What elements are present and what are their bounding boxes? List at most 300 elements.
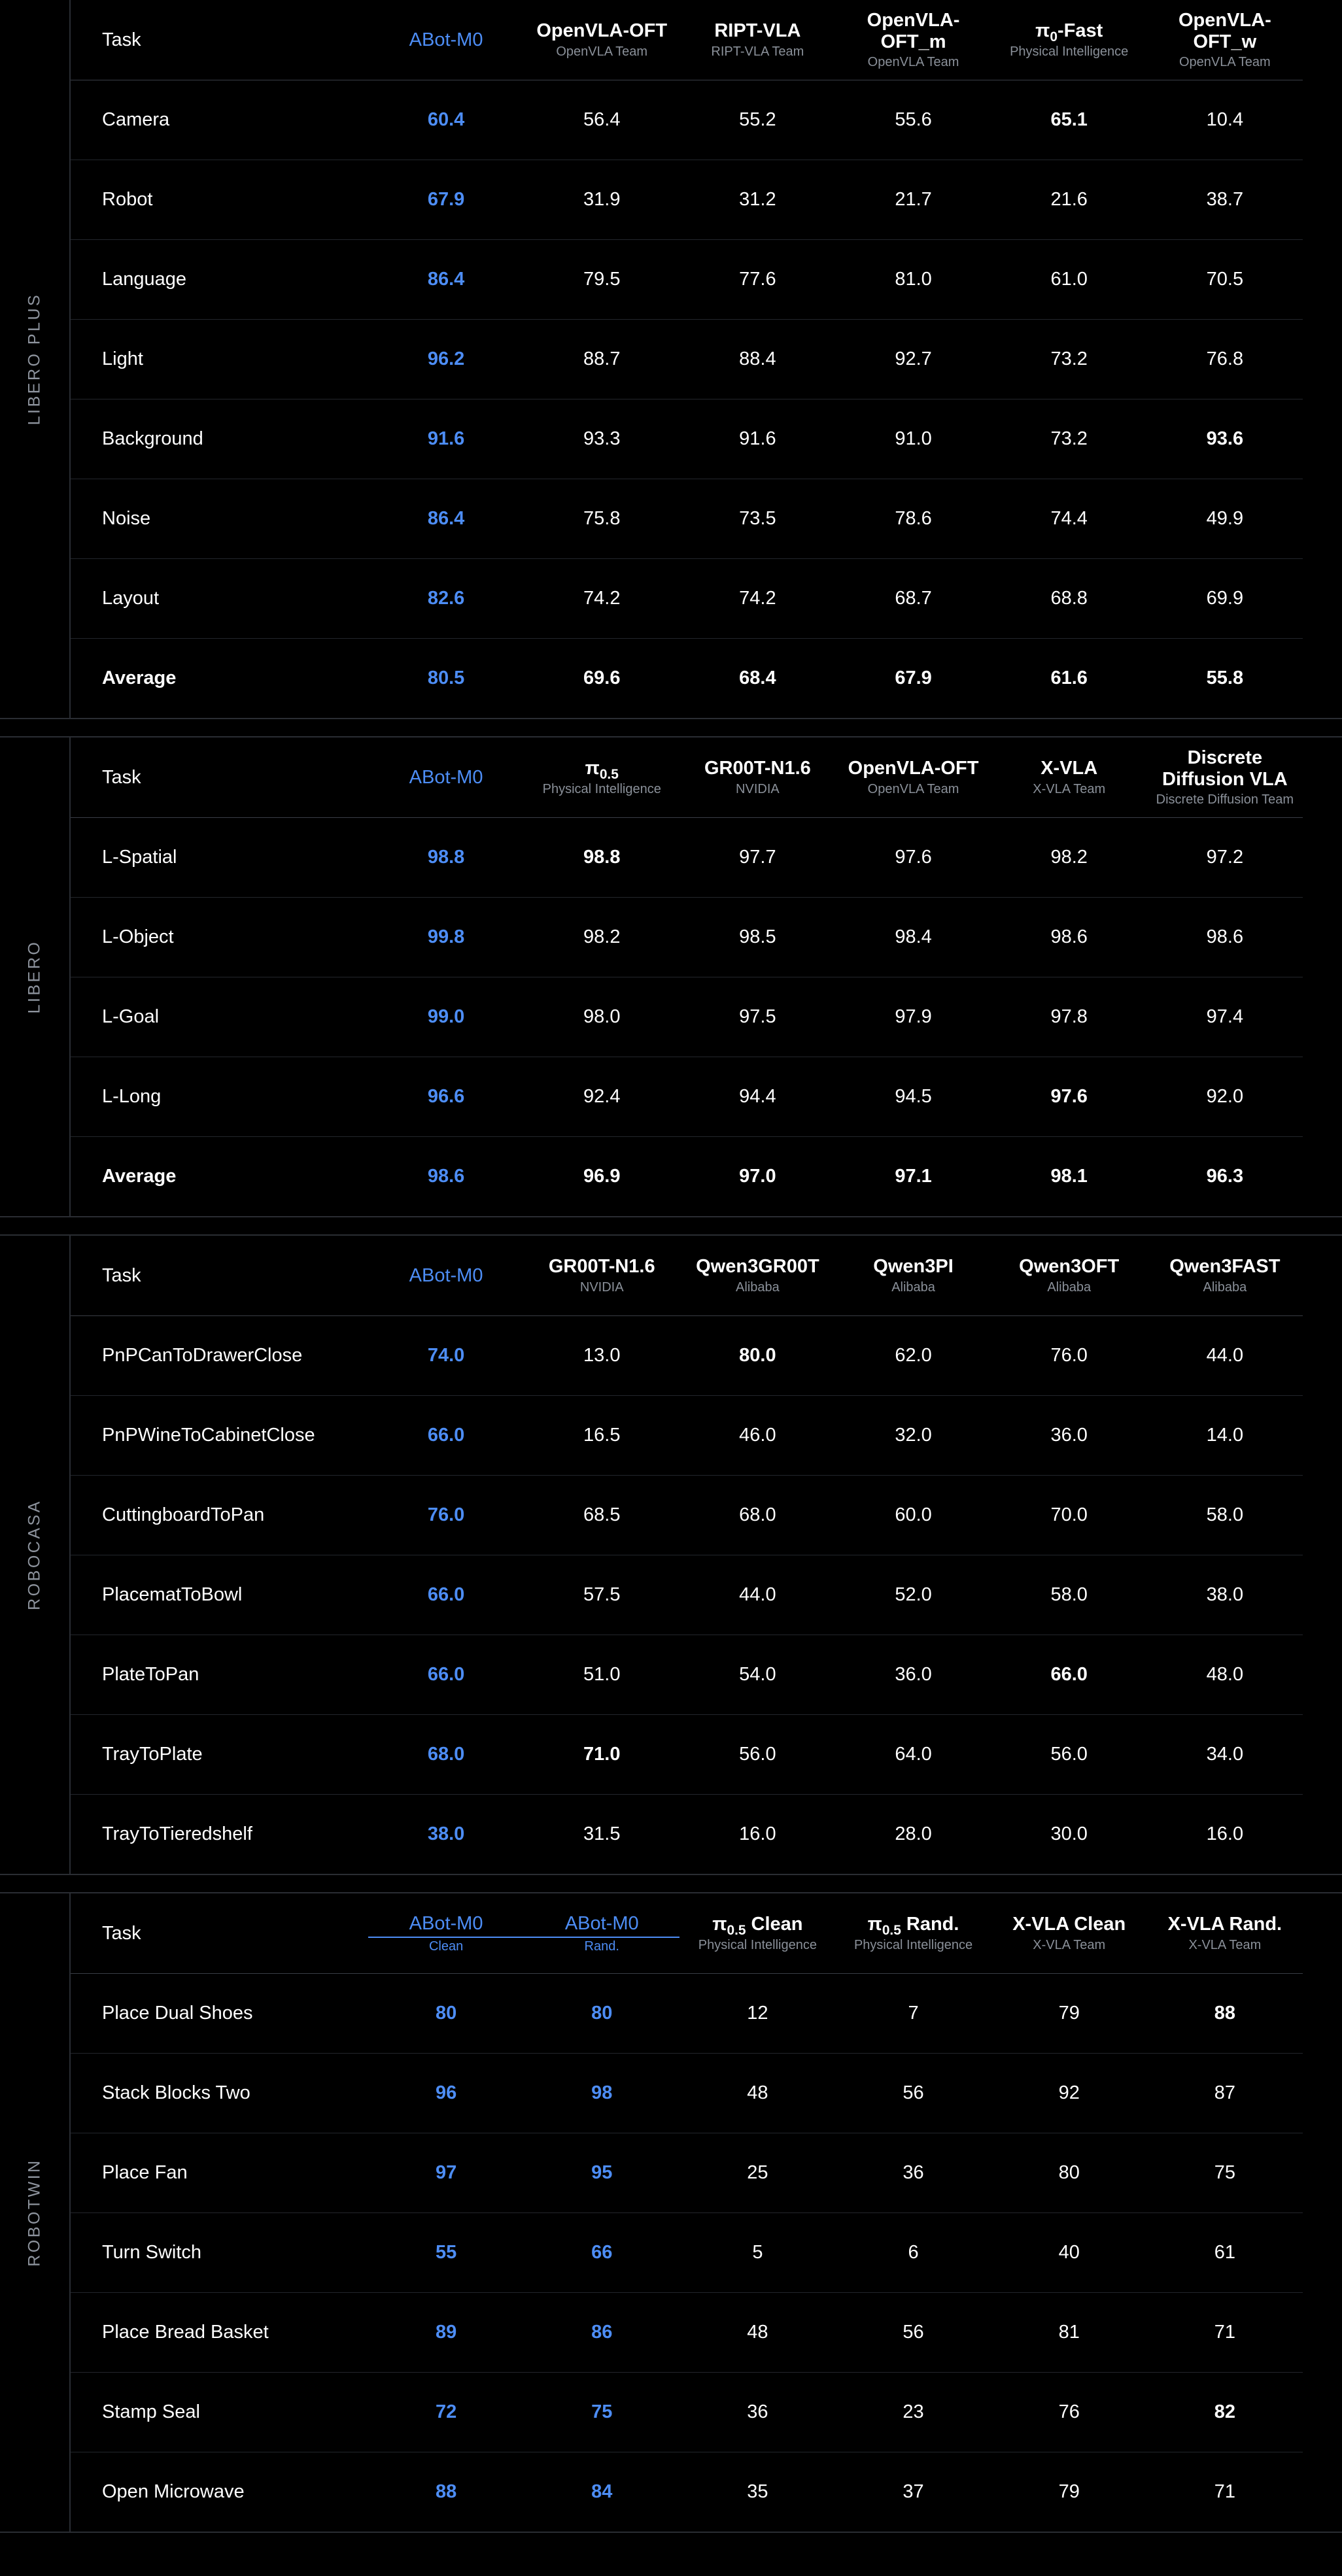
table-header-row [71,737,1303,818]
results-table [71,1236,1303,1874]
score-cell: 77.6 [739,269,776,290]
model-name: Qwen3FAST [1169,1256,1281,1278]
model-name: $\pi_{0.5}$ Clean [712,1914,803,1939]
task-name-cell: Language [102,269,187,290]
score-cell: 87 [1214,2082,1235,2103]
score-cell: 73.2 [1050,348,1088,369]
model-affiliation: Physical Intelligence [698,1937,817,1952]
model-affiliation: Clean [368,1937,524,1954]
column-header-model [991,1236,1147,1316]
score-cell: 97.6 [895,847,932,868]
task-name-cell: Camera [102,109,170,130]
column-header-model [368,1893,524,1974]
score-cell: 72 [435,2401,457,2422]
score-cell: 94.4 [739,1086,776,1107]
model-name: OpenVLA-OFT [848,758,979,779]
score-cell: 79.5 [583,269,621,290]
task-name-cell: Average [102,1166,177,1187]
model-name: RIPT-VLA [714,20,801,42]
score-cell: 65.1 [1050,109,1088,130]
column-header-model [1147,1236,1303,1316]
score-cell: 73.5 [739,508,776,529]
model-affiliation: Alibaba [736,1280,780,1295]
task-name-cell: Turn Switch [102,2242,202,2263]
score-cell: 55.8 [1206,668,1244,688]
task-name-cell: L-Spatial [102,847,177,868]
score-cell: 86.4 [427,508,465,529]
task-name-cell: TrayToTieredshelf [102,1823,252,1844]
table-row [71,2452,1303,2532]
model-name: ABot-M0 [409,1912,483,1934]
score-cell: 79 [1058,2003,1080,2024]
score-cell: 79 [1058,2481,1080,2502]
model-name: OpenVLA-OFT_w [1178,10,1271,52]
score-cell: 98.2 [583,926,621,947]
model-affiliation: NVIDIA [736,781,780,796]
table-row [71,1715,1303,1795]
column-header-model [368,1236,524,1316]
task-name-cell: Average [102,668,177,688]
task-name-cell: Place Fan [102,2162,188,2183]
score-cell: 66 [591,2242,613,2263]
score-cell: 98.6 [1050,926,1088,947]
score-cell: 81.0 [895,269,932,290]
model-name: OpenVLA-OFT_m [867,10,960,52]
column-header-model [835,0,991,80]
score-cell: 56.4 [583,109,621,130]
score-cell: 70.0 [1050,1504,1088,1525]
score-cell: 80 [435,2003,457,2024]
model-name: $\pi_0$-Fast [1035,20,1103,45]
table-row [71,479,1303,559]
task-name-cell: Noise [102,508,151,529]
score-cell: 68.5 [583,1504,621,1525]
score-cell: 61 [1214,2242,1235,2263]
score-cell: 48 [747,2322,768,2343]
task-name-cell: Open Microwave [102,2481,245,2502]
score-cell: 92.7 [895,348,932,369]
table-row [71,639,1303,719]
table-header-row [71,0,1303,80]
score-cell: 35 [747,2481,768,2502]
task-name-cell: Place Dual Shoes [102,2003,253,2024]
score-cell: 70.5 [1206,269,1244,290]
score-cell: 89 [435,2322,457,2343]
model-affiliation: OpenVLA Team [867,781,959,796]
task-name-cell: TrayToPlate [102,1744,203,1765]
score-cell: 36.0 [895,1664,932,1685]
model-affiliation: OpenVLA Team [556,44,648,59]
score-cell: 67.9 [427,189,465,210]
score-cell: 36 [903,2162,924,2183]
score-cell: 80 [591,2003,613,2024]
task-name-cell: Stamp Seal [102,2401,200,2422]
column-header-task: Task [102,1922,141,1944]
benchmark-name-label: LIBERO [25,940,44,1014]
column-header-model [524,1893,680,1974]
score-cell: 97 [435,2162,457,2183]
score-cell: 97.0 [739,1166,776,1187]
score-cell: 68.7 [895,588,932,609]
score-cell: 66.0 [427,1425,465,1446]
task-name-cell: L-Object [102,926,174,947]
score-cell: 67.9 [895,668,932,688]
column-header-model [680,1236,835,1316]
score-cell: 46.0 [739,1425,776,1446]
results-table [71,737,1303,1216]
table-header-row [71,1893,1303,1974]
table-row [71,2133,1303,2213]
task-name-cell: PnPWineToCabinetClose [102,1425,315,1446]
score-cell: 96.2 [427,348,465,369]
score-cell: 73.2 [1050,428,1088,449]
model-name: ABot-M0 [409,1264,483,1286]
table-row [71,80,1303,160]
model-name: GR00T-N1.6 [548,1256,655,1278]
score-cell: 21.6 [1050,189,1088,210]
score-cell: 80.5 [427,668,465,688]
score-cell: 97.5 [739,1006,776,1027]
score-cell: 56 [903,2322,924,2343]
table-row [71,898,1303,977]
score-cell: 98.8 [583,847,621,868]
table-row [71,240,1303,320]
score-cell: 92.0 [1206,1086,1244,1107]
model-affiliation: Physical Intelligence [542,781,661,796]
score-cell: 96 [435,2082,457,2103]
score-cell: 98.2 [1050,847,1088,868]
table-row [71,2054,1303,2133]
score-cell: 82 [1214,2401,1235,2422]
benchmark-rail [0,1236,71,1874]
score-cell: 48 [747,2082,768,2103]
task-name-cell: L-Goal [102,1006,160,1027]
score-cell: 76 [1058,2401,1080,2422]
benchmark-rail [0,737,71,1216]
score-cell: 88 [1214,2003,1235,2024]
table-row [71,1555,1303,1635]
score-cell: 60.0 [895,1504,932,1525]
score-cell: 37 [903,2481,924,2502]
score-cell: 75.8 [583,508,621,529]
column-header-model [991,0,1147,80]
score-cell: 74.0 [427,1345,465,1366]
score-cell: 91.0 [895,428,932,449]
score-cell: 76.0 [1050,1345,1088,1366]
score-cell: 92.4 [583,1086,621,1107]
task-name-cell: PlacematToBowl [102,1584,243,1605]
score-cell: 96.6 [427,1086,465,1107]
score-cell: 61.0 [1050,269,1088,290]
task-name-cell: PnPCanToDrawerClose [102,1345,303,1366]
score-cell: 56.0 [739,1744,776,1765]
score-cell: 98.6 [427,1166,465,1187]
score-cell: 61.6 [1050,668,1088,688]
table-row [71,2373,1303,2452]
score-cell: 98.1 [1050,1166,1088,1187]
model-affiliation: Alibaba [1203,1280,1247,1295]
score-cell: 74.4 [1050,508,1088,529]
task-name-cell: Light [102,348,143,369]
score-cell: 98 [591,2082,613,2103]
score-cell: 97.1 [895,1166,932,1187]
task-name-cell: PlateToPan [102,1664,199,1685]
table-row [71,1974,1303,2054]
column-header-model [1147,1893,1303,1974]
score-cell: 80 [1058,2162,1080,2183]
score-cell: 93.6 [1206,428,1244,449]
table-row [71,1795,1303,1874]
score-cell: 55.6 [895,109,932,130]
model-name: Qwen3OFT [1019,1256,1120,1278]
score-cell: 36 [747,2401,768,2422]
score-cell: 68.4 [739,668,776,688]
task-name-cell: L-Long [102,1086,162,1107]
model-name: X-VLA Rand. [1167,1914,1282,1935]
score-cell: 96.3 [1206,1166,1244,1187]
score-cell: 95 [591,2162,613,2183]
score-cell: 99.8 [427,926,465,947]
score-cell: 88 [435,2481,457,2502]
model-name: Qwen3PI [873,1256,954,1278]
score-cell: 80.0 [739,1345,776,1366]
benchmark-block [0,0,1342,719]
score-cell: 57.5 [583,1584,621,1605]
benchmark-block [0,1892,1342,2533]
table-header-row [71,1236,1303,1316]
task-name-cell: Stack Blocks Two [102,2082,250,2103]
score-cell: 86.4 [427,269,465,290]
column-header-model [524,737,680,818]
score-cell: 76.8 [1206,348,1244,369]
score-cell: 49.9 [1206,508,1244,529]
table-row [71,1316,1303,1396]
score-cell: 94.5 [895,1086,932,1107]
score-cell: 97.8 [1050,1006,1088,1027]
column-header-model [835,1236,991,1316]
model-name: $\pi_{0.5}$ [585,758,619,783]
score-cell: 58.0 [1206,1504,1244,1525]
results-table [71,1893,1303,2532]
score-cell: 34.0 [1206,1744,1244,1765]
benchmark-name-label: ROBOTWIN [25,2158,44,2267]
score-cell: 12 [747,2003,768,2024]
task-name-cell: Background [102,428,203,449]
score-cell: 10.4 [1206,109,1244,130]
score-cell: 81 [1058,2322,1080,2343]
score-cell: 66.0 [1050,1664,1088,1685]
model-affiliation: Rand. [524,1937,680,1954]
score-cell: 38.0 [1206,1584,1244,1605]
score-cell: 68.8 [1050,588,1088,609]
score-cell: 28.0 [895,1823,932,1844]
column-header-model [1147,737,1303,818]
task-name-cell: CuttingboardToPan [102,1504,265,1525]
results-table-wrapper [71,1893,1342,2532]
column-header-model [991,1893,1147,1974]
score-cell: 96.9 [583,1166,621,1187]
score-cell: 6 [908,2242,919,2263]
table-row [71,1635,1303,1715]
model-name: OpenVLA-OFT [536,20,668,42]
score-cell: 5 [752,2242,763,2263]
benchmark-name-label: LIBERO PLUS [25,292,44,426]
column-header-model [524,1236,680,1316]
benchmark-block [0,736,1342,1217]
model-affiliation: Discrete Diffusion Team [1156,792,1294,807]
model-name: X-VLA Clean [1012,1914,1126,1935]
task-name-cell: Robot [102,189,153,210]
score-cell: 92 [1058,2082,1080,2103]
score-cell: 60.4 [427,109,465,130]
score-cell: 38.7 [1206,189,1244,210]
model-name: Qwen3GR00T [696,1256,819,1278]
score-cell: 68.0 [739,1504,776,1525]
score-cell: 31.2 [739,189,776,210]
score-cell: 97.4 [1206,1006,1244,1027]
score-cell: 98.5 [739,926,776,947]
model-affiliation: OpenVLA Team [1179,54,1271,69]
score-cell: 82.6 [427,588,465,609]
benchmark-block [0,1234,1342,1875]
results-table-wrapper [71,737,1342,1216]
score-cell: 23 [903,2401,924,2422]
score-cell: 99.0 [427,1006,465,1027]
model-affiliation: Alibaba [891,1280,935,1295]
score-cell: 93.3 [583,428,621,449]
score-cell: 55 [435,2242,457,2263]
score-cell: 54.0 [739,1664,776,1685]
score-cell: 71.0 [583,1744,621,1765]
score-cell: 44.0 [1206,1345,1244,1366]
column-header-model [368,737,524,818]
score-cell: 71 [1214,2481,1235,2502]
score-cell: 44.0 [739,1584,776,1605]
results-table-wrapper [71,1236,1342,1874]
score-cell: 56.0 [1050,1744,1088,1765]
column-header-model [680,737,835,818]
model-affiliation: Physical Intelligence [1010,44,1129,59]
score-cell: 69.6 [583,668,621,688]
table-row [71,818,1303,898]
score-cell: 55.2 [739,109,776,130]
results-table [71,0,1303,718]
score-cell: 40 [1058,2242,1080,2263]
score-cell: 30.0 [1050,1823,1088,1844]
task-name-cell: Place Bread Basket [102,2322,269,2343]
column-header-model [835,737,991,818]
score-cell: 86 [591,2322,613,2343]
score-cell: 16.0 [1206,1823,1244,1844]
score-cell: 51.0 [583,1664,621,1685]
column-header-task: Task [102,29,141,50]
table-row [71,1057,1303,1137]
score-cell: 74.2 [583,588,621,609]
score-cell: 78.6 [895,508,932,529]
table-row [71,320,1303,399]
model-name: $\pi_{0.5}$ Rand. [867,1914,959,1939]
table-row [71,160,1303,240]
score-cell: 98.4 [895,926,932,947]
score-cell: 32.0 [895,1425,932,1446]
score-cell: 88.4 [739,348,776,369]
score-cell: 97.2 [1206,847,1244,868]
model-affiliation: Physical Intelligence [853,1937,973,1952]
table-row [71,2293,1303,2373]
table-row [71,1476,1303,1555]
table-row [71,977,1303,1057]
column-header-model [524,0,680,80]
table-row [71,1137,1303,1217]
benchmark-rail [0,0,71,718]
score-cell: 68.0 [427,1744,465,1765]
score-cell: 48.0 [1206,1664,1244,1685]
column-header-model [991,737,1147,818]
results-table-wrapper [71,0,1342,718]
score-cell: 58.0 [1050,1584,1088,1605]
score-cell: 16.5 [583,1425,621,1446]
score-cell: 66.0 [427,1584,465,1605]
score-cell: 98.6 [1206,926,1244,947]
column-header-task: Task [102,766,141,788]
score-cell: 25 [747,2162,768,2183]
score-cell: 97.9 [895,1006,932,1027]
score-cell: 7 [908,2003,919,2024]
model-affiliation: NVIDIA [579,1280,624,1295]
score-cell: 13.0 [583,1345,621,1366]
score-cell: 38.0 [427,1823,465,1844]
score-cell: 21.7 [895,189,932,210]
table-row [71,1396,1303,1476]
score-cell: 97.6 [1050,1086,1088,1107]
score-cell: 66.0 [427,1664,465,1685]
score-cell: 84 [591,2481,613,2502]
model-name: Discrete Diffusion VLA [1162,747,1288,790]
score-cell: 16.0 [739,1823,776,1844]
column-header-model [680,1893,835,1974]
score-cell: 75 [591,2401,613,2422]
score-cell: 14.0 [1206,1425,1244,1446]
model-name: ABot-M0 [409,29,483,50]
model-name: ABot-M0 [409,766,483,788]
task-name-cell: Layout [102,588,160,609]
score-cell: 75 [1214,2162,1235,2183]
column-header-model [368,0,524,80]
model-affiliation: X-VLA Team [1188,1937,1262,1952]
score-cell: 31.5 [583,1823,621,1844]
score-cell: 91.6 [427,428,465,449]
score-cell: 74.2 [739,588,776,609]
score-cell: 76.0 [427,1504,465,1525]
model-affiliation: OpenVLA Team [867,54,959,69]
score-cell: 69.9 [1206,588,1244,609]
model-affiliation: Alibaba [1047,1280,1092,1295]
model-affiliation: X-VLA Team [1033,1937,1106,1952]
score-cell: 91.6 [739,428,776,449]
score-cell: 52.0 [895,1584,932,1605]
score-cell: 31.9 [583,189,621,210]
column-header-task: Task [102,1264,141,1286]
score-cell: 36.0 [1050,1425,1088,1446]
score-cell: 97.7 [739,847,776,868]
benchmark-name-label: ROBOCASA [25,1499,44,1610]
score-cell: 64.0 [895,1744,932,1765]
benchmark-rail [0,1893,71,2532]
score-cell: 56 [903,2082,924,2103]
table-row [71,2213,1303,2293]
table-row [71,559,1303,639]
column-header-model [680,0,835,80]
